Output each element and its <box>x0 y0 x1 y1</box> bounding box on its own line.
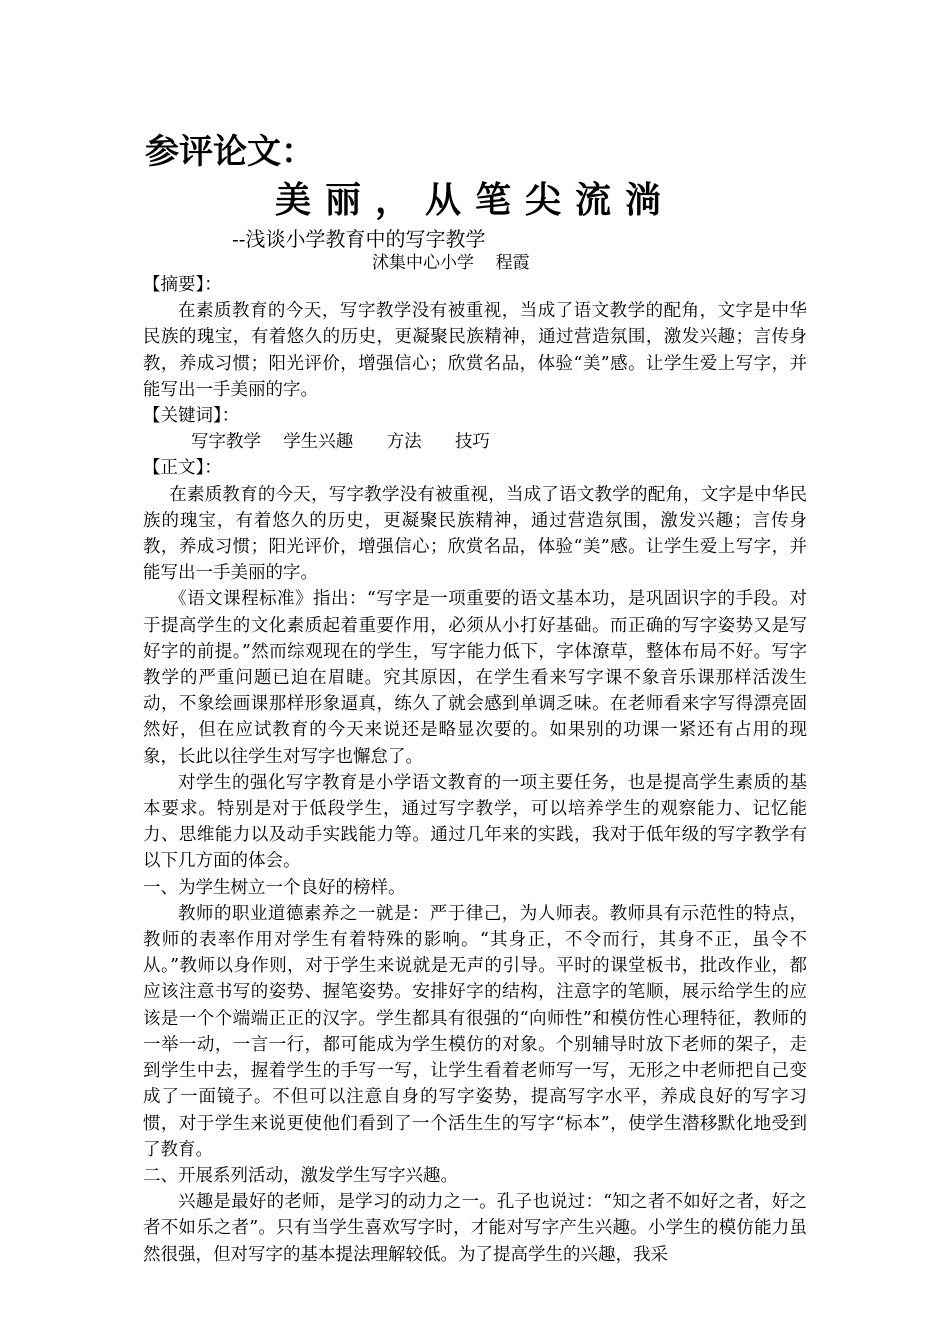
document-body <box>143 272 807 1268</box>
paragraph-2: 《语文课程标准》指出：“写字是一项重要的语文基本功，是巩固识字的手段。对于提高学生的文化素质起着重要作用，必须从小打好基础。而正确的写字姿势又是写好字的前提。”然而综观现在的学生，写字能力低下，字体潦草，整体布局不好。写字教学的严重问题已迫在眉睫。究其原因，在学生看来写字课不象音乐课那样活泼生动，不象绘画课那样形象逼真，练久了就会感到单调乏味。在老师看来字写得漂亮固然好，但在应试教育的今天来说还是略显次要的。如果别的功课一紧还有占用的现象，长此以往学生对写字也懈怠了。 <box>143 589 807 767</box>
paragraph-3: 对学生的强化写字教育是小学语文教育的一项主要任务，也是提高学生素质的基本要求。特别是对于低段学生，通过写字教学，可以培养学生的观察能力、记忆能力、思维能力以及动手实践能力等。通过几年来的实践，我对于低年级的写字教学有以下几方面的体会。 <box>143 772 807 872</box>
paper-title: 美丽，从笔尖流淌 <box>274 180 675 221</box>
section-heading-1: 一、为学生树立一个良好的榜样。 <box>143 877 406 898</box>
body-heading: 【正文】： <box>143 458 222 479</box>
abstract-paragraph: 在素质教育的今天，写字教学没有被重视，当成了语文教学的配角，文字是中华民族的瑰宝，有着悠久的历史，更凝聚民族精神，通过营造氛围，激发兴趣；言传身教，养成习惯；阳光评价，增强信心；欣赏名品，体验“美”感。让学生爱上写字，并能写出一手美丽的字。 <box>143 301 807 400</box>
paper-label: 参评论文： <box>145 132 315 172</box>
paragraph-1: 在素质教育的今天，写字教学没有被重视，当成了语文教学的配角，文字是中华民族的瑰宝，有着悠久的历史，更凝聚民族精神，通过营造氛围，激发兴趣；言传身教，养成习惯；阳光评价，增强信心；欣赏名品，体验“美”感。让学生爱上写字，并能写出一手美丽的字。 <box>143 484 807 584</box>
author-line: 沭集中心小学 程霞 <box>372 253 530 273</box>
paragraph-5: 兴趣是最好的老师，是学习的动力之一。孔子也说过：“知之者不如好之者，好之者不如乐之者”。只有当学生喜欢写字时，才能对写字产生兴趣。小学生的模仿能力虽然很强，但对写字的基本提法理解较低。为了提高学生的兴趣，我采 <box>143 1192 807 1265</box>
paper-subtitle: --浅谈小学教育中的写字教学 <box>232 227 486 251</box>
section-heading-2: 二、开展系列活动，激发学生写字兴趣。 <box>143 1165 458 1186</box>
keywords-heading: 【关键词】： <box>143 406 240 427</box>
paragraph-4: 教师的职业道德素养之一就是：严于律己，为人师表。教师具有示范性的特点，教师的表率作用对学生有着特殊的影响。“其身正，不令而行，其身不正，虽令不从。”教师以身作则，对于学生来说就是无声的引导。平时的课堂板书，批改作业，都应该注意书写的姿势、握笔姿势。安排好字的结构，注意字的笔顺，展示给学生的应该是一个个端端正正的汉字。学生都具有很强的“向师性”和模仿性心理特征，教师的一举一动，一言一行，都可能成为学生模仿的对象。个别辅导时放下老师的架子，走到学生中去，握着学生的手写一写，让学生看着老师写一写，无形之中老师把自己变成了一面镜子。不但可以注意自身的写字姿势，提高写字水平，养成良好的写字习惯，对于学生来说更使他们看到了一个活生生的写字“标本”，使学生潜移默化地受到了教育。 <box>143 903 807 1160</box>
abstract-heading: 【摘要】： <box>143 275 222 295</box>
keywords-list: 写字教学 学生兴趣 方法 技巧 <box>191 432 491 453</box>
